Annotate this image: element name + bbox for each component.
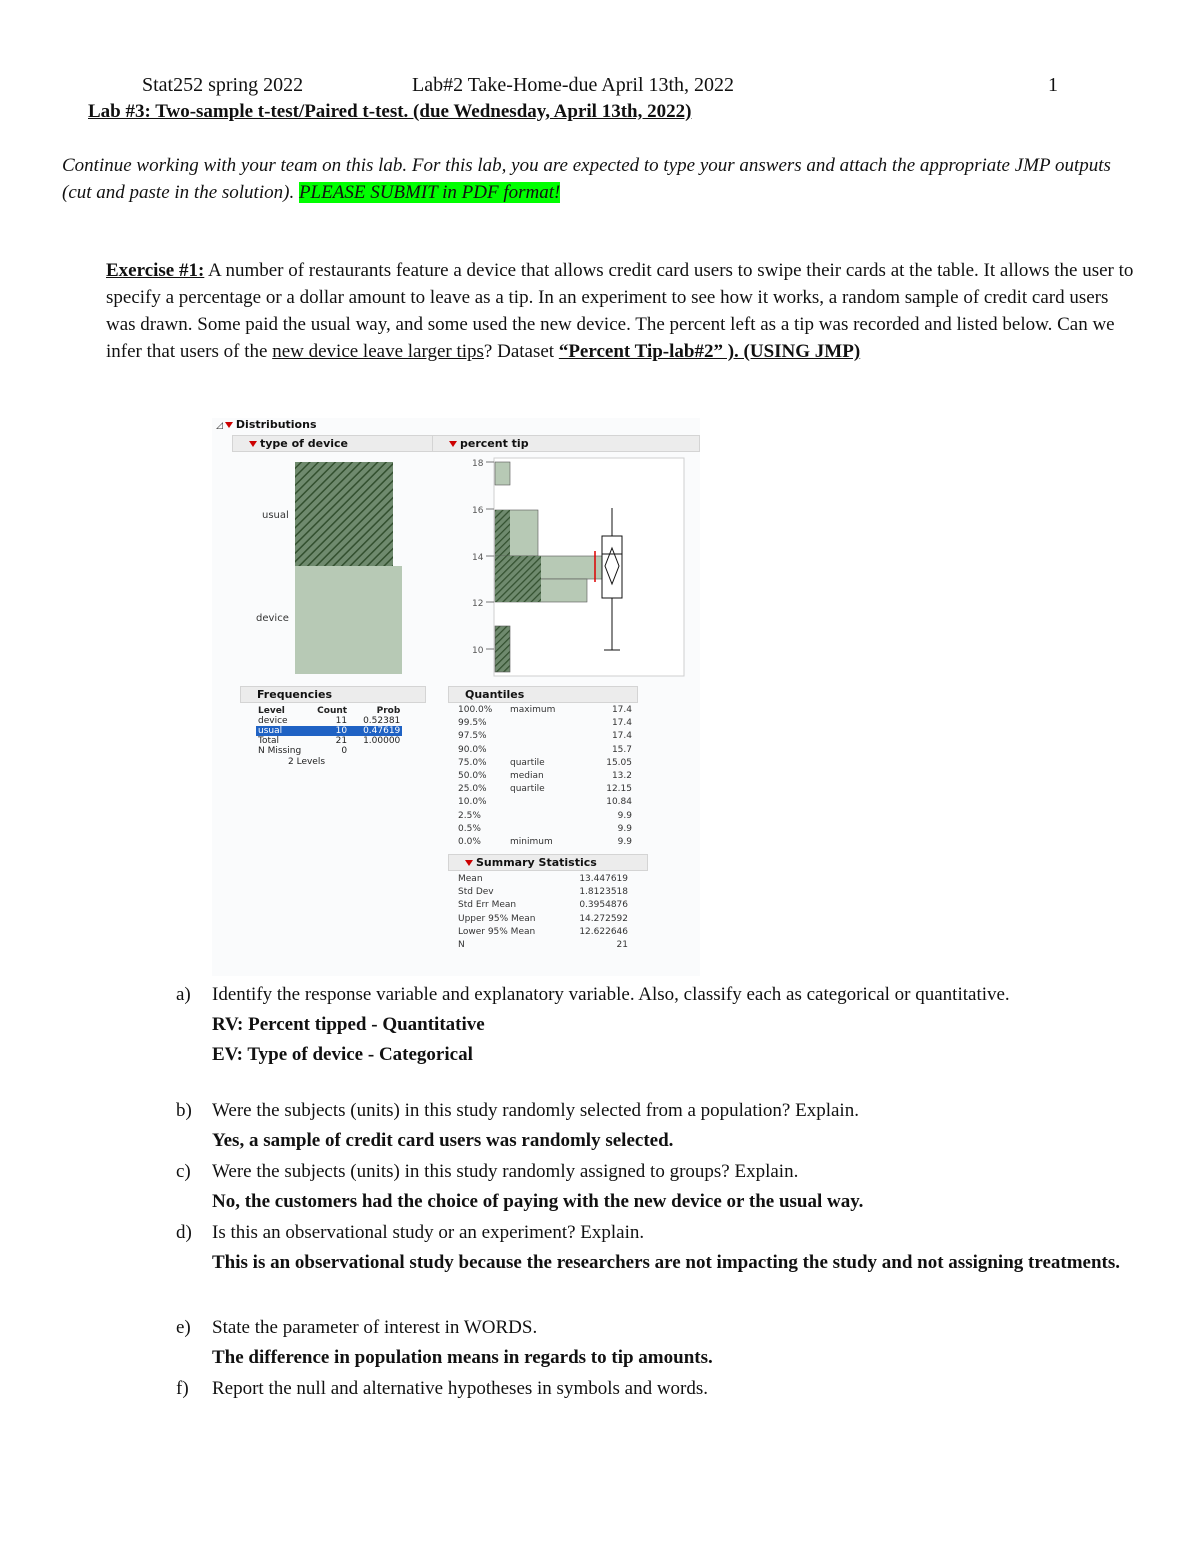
- table-row: Total 21 1.00000: [258, 736, 401, 746]
- question-text: Is this an observational study or an experiment? Explain.: [212, 1222, 645, 1243]
- quantile-row: 50.0% median 13.2: [458, 770, 632, 781]
- percent-tip-header: percent tip: [432, 435, 700, 452]
- question-label: c): [176, 1161, 191, 1182]
- summary-header: Summary Statistics: [448, 854, 648, 871]
- quantiles-header: Quantiles: [448, 686, 638, 703]
- table-row-selected[interactable]: usual 10 0.47619: [258, 726, 401, 736]
- hist-bar: [495, 462, 510, 485]
- answer-text: No, the customers had the choice of paying with the new device or the usual way.: [212, 1191, 864, 1212]
- exercise-text-b: ? Dataset: [483, 341, 555, 362]
- answer-text: Yes, a sample of credit card users was randomly selected.: [212, 1130, 674, 1151]
- distributions-header: ◿ Distributions: [216, 418, 317, 431]
- intro-paragraph: [62, 152, 1142, 206]
- summary-row: Std Err Mean 0.3954876: [458, 900, 628, 911]
- hist-bar-usual: [495, 626, 510, 672]
- question-label: a): [176, 984, 191, 1005]
- summary-row: Upper 95% Mean 14.272592: [458, 913, 628, 924]
- quantile-row: 0.0% minimum 9.9: [458, 836, 632, 847]
- quantile-row: 0.5% 9.9: [458, 823, 632, 834]
- question-text: Were the subjects (units) in this study randomly selected from a population? Explain.: [212, 1100, 859, 1121]
- dataset-name: “Percent Tip-lab#2” ). (USING JMP): [558, 341, 861, 362]
- quantile-row: 75.0% quartile 15.05: [458, 757, 632, 768]
- type-of-device-chart: [232, 454, 432, 694]
- red-triangle-icon[interactable]: [225, 422, 233, 428]
- summary-row: Std Dev 1.8123518: [458, 887, 628, 898]
- quantile-row: 10.0% 10.84: [458, 797, 632, 808]
- exercise-label: Exercise #1:: [106, 260, 205, 281]
- exercise-paragraph: [106, 257, 1136, 365]
- summary-table: [458, 873, 628, 952]
- table-row: device 11 0.52381: [258, 716, 401, 726]
- tick-label: 10: [472, 646, 484, 656]
- question-text: Were the subjects (units) in this study randomly assigned to groups? Explain.: [212, 1161, 799, 1182]
- question-label: d): [176, 1222, 192, 1243]
- hist-bar-usual: [495, 556, 541, 602]
- tick-label: 16: [472, 506, 484, 516]
- page-number: 1: [1048, 74, 1058, 96]
- submit-highlight: PLEASE SUBMIT in PDF format!: [298, 182, 561, 203]
- answer-text: EV: Type of device - Categorical: [212, 1044, 473, 1065]
- hist-bar-usual: [495, 510, 510, 556]
- summary-row: Mean 13.447619: [458, 874, 628, 884]
- red-triangle-icon[interactable]: [449, 441, 457, 447]
- tick-label: 12: [472, 599, 484, 609]
- question-text: Identify the response variable and explanatory variable. Also, classify each as categorical or quantitative.: [212, 984, 1010, 1005]
- question-text: State the parameter of interest in WORDS.: [212, 1317, 538, 1338]
- tick-label: 14: [472, 553, 484, 563]
- quantiles-table: [458, 704, 634, 849]
- device-bar: [295, 566, 402, 674]
- cat-label-device: device: [256, 613, 289, 624]
- header-course: Stat252 spring 2022: [142, 74, 304, 96]
- summary-row: N 21: [458, 939, 628, 950]
- exercise-text-a: A number of restaurants feature a device that allows credit card users to swipe their cards at the table. It allows the user to specify a percentage or a dollar amount to leave as a tip. In an experiment to see how it works, a random sample of credit card users was drawn. Some paid the usual way, and some used the new device. The percent left as a tip was recorded and listed below. Can we infer that users of the: [106, 260, 1134, 362]
- quantile-row: 100.0% maximum 17.4: [458, 705, 632, 715]
- quantile-row: 99.5% 17.4: [458, 718, 632, 729]
- header-lab: Lab#2 Take-Home-due April 13th, 2022: [412, 74, 735, 96]
- jmp-output: [212, 418, 700, 976]
- quantile-row: 25.0% quartile 12.15: [458, 784, 632, 795]
- usual-bar: [295, 462, 393, 566]
- tick-label: 18: [472, 459, 484, 469]
- frequencies-table: Level Count Prob device 11 0.52381 usual 10 0.47619 Total 21 1.00000 N Missing 0 2 Levels: [258, 706, 401, 767]
- red-triangle-icon[interactable]: [465, 860, 473, 866]
- cat-label-usual: usual: [262, 510, 289, 521]
- quantile-row: 2.5% 9.9: [458, 810, 632, 821]
- answer-text: The difference in population means in regards to tip amounts.: [212, 1347, 713, 1368]
- percent-tip-chart: [452, 454, 692, 680]
- question-label: e): [176, 1317, 191, 1338]
- page-title: Lab #3: Two-sample t-test/Paired t-test. (due Wednesday, April 13th, 2022): [88, 101, 692, 122]
- answer-text: RV: Percent tipped - Quantitative: [212, 1014, 485, 1035]
- quantile-row: 97.5% 17.4: [458, 731, 632, 742]
- question-text: Report the null and alternative hypotheses in symbols and words.: [212, 1378, 709, 1399]
- question-label: b): [176, 1100, 192, 1121]
- answer-text: This is an observational study because the researchers are not impacting the study and not assigning treatments.: [212, 1252, 1121, 1273]
- question-label: f): [176, 1378, 189, 1399]
- frequencies-header: Frequencies: [240, 686, 426, 703]
- red-triangle-icon[interactable]: [249, 441, 257, 447]
- intro-text: Continue working with your team on this lab. For this lab, you are expected to type your answers and attach the appropriate JMP outputs (cut and paste in the solution).: [62, 155, 1111, 203]
- type-of-device-header: type of device: [232, 435, 440, 452]
- summary-row: Lower 95% Mean 12.622646: [458, 926, 628, 937]
- exercise-underlined: new device leave larger tips: [272, 341, 484, 362]
- quantile-row: 90.0% 15.7: [458, 744, 632, 755]
